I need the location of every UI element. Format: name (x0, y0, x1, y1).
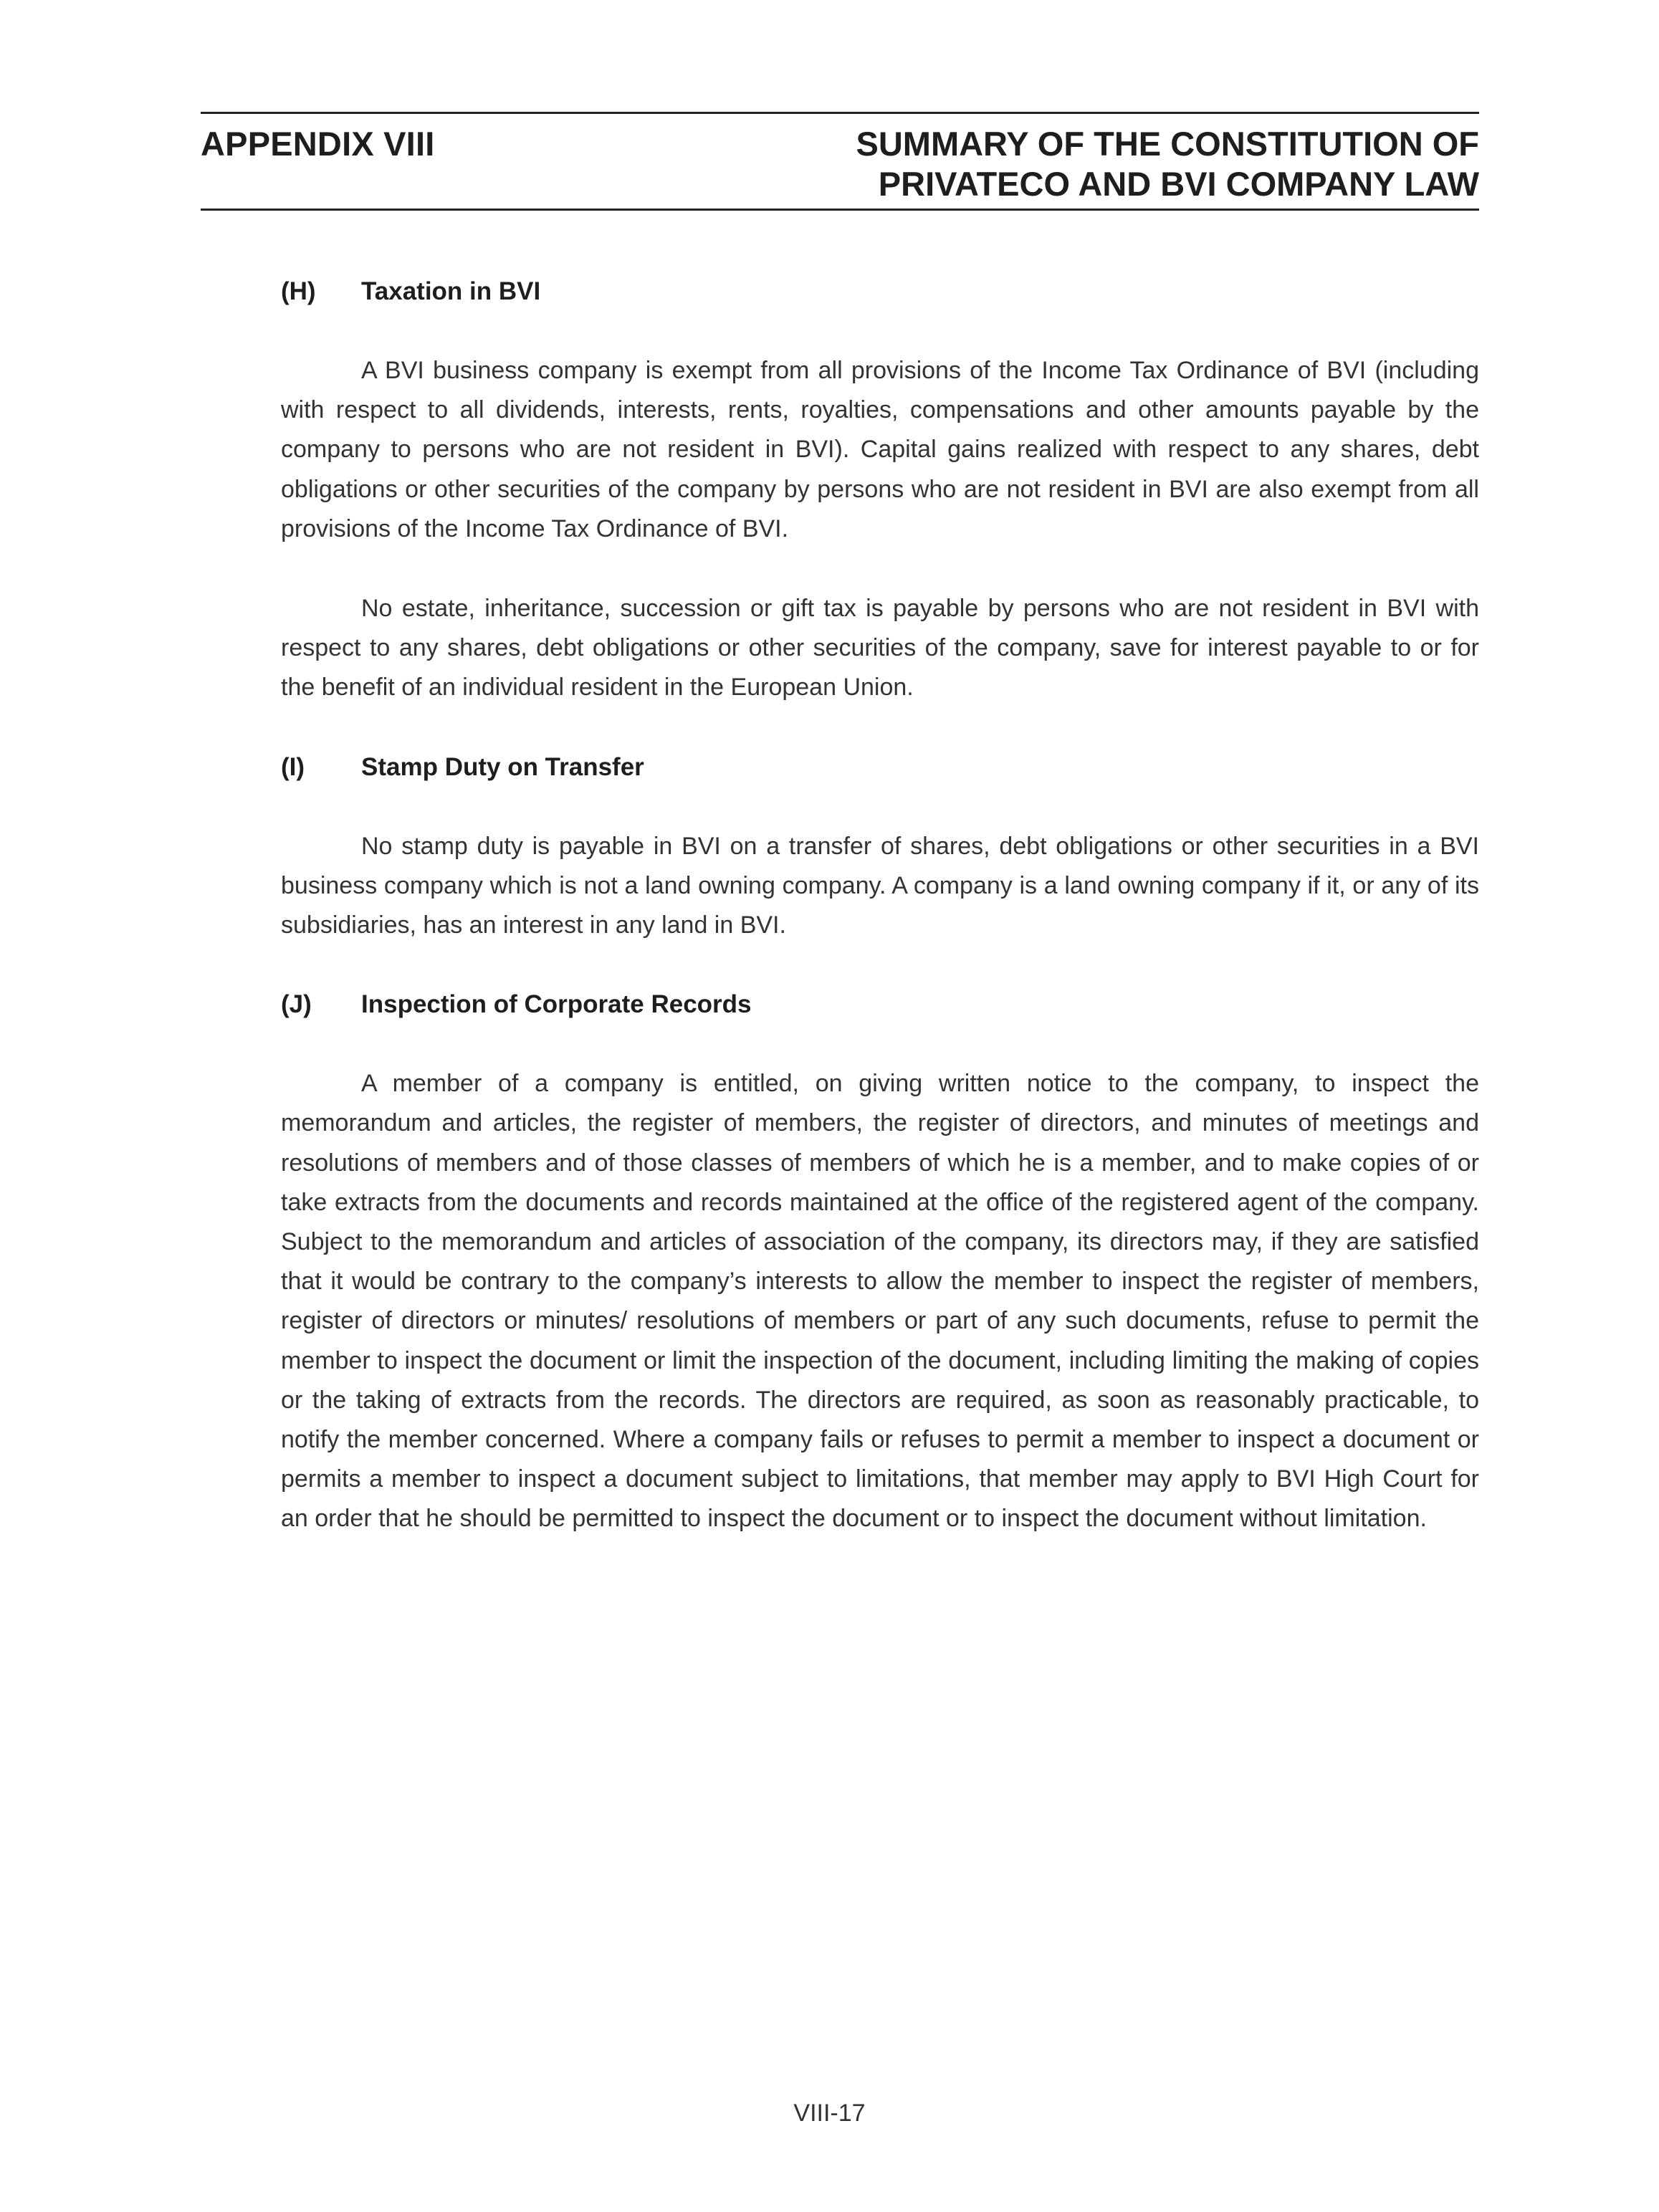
page-header (201, 112, 1479, 211)
section-heading-h (281, 272, 1479, 311)
section-title: Taxation in BVI (361, 277, 541, 305)
page-number: VIII-17 (793, 2100, 866, 2127)
document-title (856, 124, 1479, 204)
section-title: Inspection of Corporate Records (361, 990, 752, 1019)
paragraph: No stamp duty is payable in BVI on a transfer of shares, debt obligations or other securities in a BVI business company which is not a land owning company. A company is a land owning company if it, or any of its subsidiaries, has an interest in any land in BVI. (281, 832, 1479, 939)
paragraph: A BVI business company is exempt from all provisions of the Income Tax Ordinance of BVI (including with respect to all dividends, interests, rents, royalties, compensations and other amounts payable by the company to persons who are not resident in BVI). Capital gains realized with respect to any shares, debt obligations or other securities of the company by persons who are not resident in BVI are also exempt from all provisions of the Income Tax Ordinance of BVI. (281, 357, 1479, 542)
appendix-label: APPENDIX VIII (201, 125, 435, 163)
section-number: (I) (281, 752, 305, 781)
section-title: Stamp Duty on Transfer (361, 752, 644, 781)
document-title-line-1: SUMMARY OF THE CONSTITUTION OF (856, 125, 1479, 163)
main-content (281, 272, 1479, 1539)
paragraph: No estate, inheritance, succession or gift tax is payable by persons who are not resident in BVI with respect to any shares, debt obligations or other securities of the company, save for interest payable to or for the benefit of an individual resident in the European Union. (281, 595, 1479, 702)
section-heading-i (281, 748, 1479, 787)
section-number: (J) (281, 990, 312, 1019)
document-title-line-2: PRIVATECO AND BVI COMPANY LAW (878, 165, 1479, 203)
section-heading-j (281, 985, 1479, 1024)
section-number: (H) (281, 277, 316, 305)
paragraph: A member of a company is entitled, on giving written notice to the company, to inspect the memorandum and articles, the register of members, the register of directors, and minutes of meetings and resolutions of members and of those classes of members of which he is a member, and to make copies of or take extracts from the documents and records maintained at the office of the registered agent of the company. Subject to the memorandum and articles of association of the company, its directors may, if they are satisfied that it would be contrary to the company’s interests to allow the member to inspect the register of members, register of directors or minutes/ resolutions of members or part of any such documents, refuse to permit the member to inspect the document or limit the inspection of the document, including limiting the making of copies or the taking of extracts from the records. The directors are required, as soon as reasonably practicable, to notify the member concerned. Where a company fails or refuses to permit a member to inspect a document or permits a member to inspect a document subject to limitations, that member may apply to BVI High Court for an order that he should be permitted to inspect the document or to inspect the document without limitation. (281, 1070, 1479, 1533)
